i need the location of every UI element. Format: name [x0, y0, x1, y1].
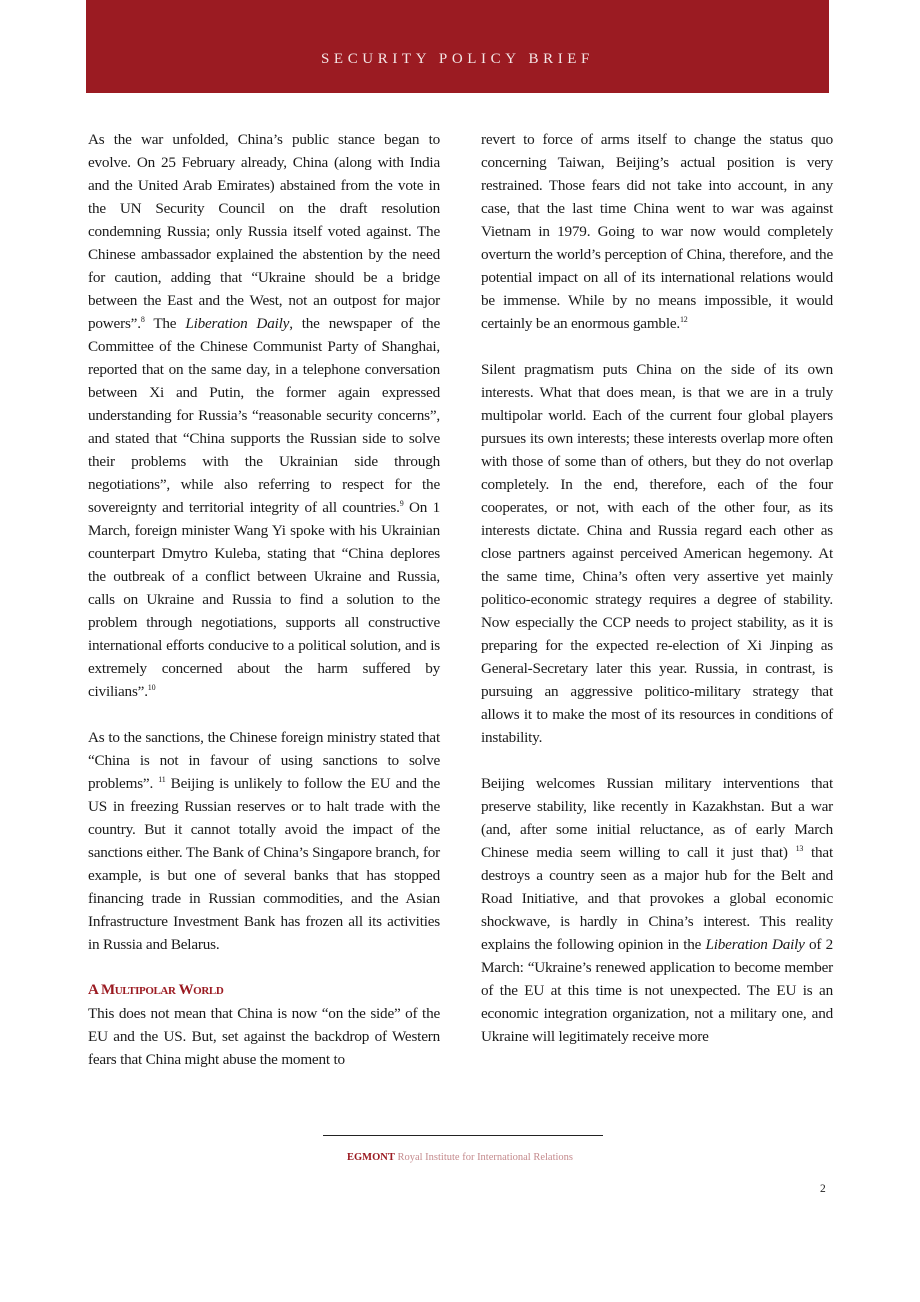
- paragraph: revert to force of arms itself to change the status quo concerning Taiwan, Beijing’s actual position is very restrained. Those fears did not take into account, in any case, that the last time China went to war was against Vietnam in 1979. Going to war now would completely overturn the world’s perception of China, therefore, and the potential impact on all of its international relations would be immense. While by no means impossible, it would certainly be an enormous gamble.$^{12}$: [481, 131, 833, 332]
- section-heading: A Multipolar World: [88, 982, 224, 998]
- header-banner: [86, 0, 829, 93]
- footnote-ref[interactable]: 11: [158, 775, 166, 784]
- footnote-ref[interactable]: 10: [147, 683, 156, 692]
- footnote-ref[interactable]: 12: [679, 315, 688, 324]
- publication-name: Liberation Daily: [185, 315, 290, 332]
- publication-name: Liberation Daily: [705, 936, 805, 953]
- paragraph: Beijing welcomes Russian military interventions that preserve stability, like recently in Kazakhstan. But a war (and, after some initial reluctance, as of early March Chinese media seem willing to call it just that) $^{13}$ that destroys a country seen as a major hub for the Belt and Road Initiative, and that provokes a global economic shockwave, is hardly in China’s interest. This reality explains the following opinion in the Liberation Daily of 2 March: “Ukraine’s renewed application to become member of the EU at this time is not unexpected. The EU is an economic integration organization, not a military one, and Ukraine will legitimately receive more: [481, 775, 833, 1045]
- right-column: [481, 128, 833, 1048]
- footer-divider: [323, 1135, 603, 1136]
- page-number: 2: [820, 1183, 826, 1195]
- footer-subtitle: Royal Institute for International Relations: [394, 1152, 573, 1163]
- paragraph: As the war unfolded, China’s public stance began to evolve. On 25 February already, China (along with India and the United Arab Emirates) abstained from the vote in the UN Security Council on the draft resolution condemning Russia; only Russia itself voted against. The Chinese ambassador explained the abstention by the need for caution, adding that “Ukraine should be a bridge between the East and the West, not an outpost for major powers”.$^8$ The Liberation Daily, the newspaper of the Committee of the Chinese Communist Party of Shanghai, reported that on the same day, in a telephone conversation between Xi and Putin, the former again expressed understanding for Russia’s “reasonable security concerns”, and stated that “China supports the Russian side to solve their problems with the Ukrainian side through negotiations”, while also referring to respect for the sovereignty and territorial integrity of all countries.$^9$ On 1 March, foreign minister Wang Yi spoke with his Ukrainian counterpart Dmytro Kuleba, stating that “China deplores the outbreak of a conflict between Ukraine and Russia, calls on Ukraine and Russia to find a solution to the problem through negotiations, supports all constructive international efforts conducive to a political solution, and is extremely concerned about the harm suffered by civilians”.$^{10}$: [88, 131, 441, 700]
- footer-brand: EGMONT: [346, 1152, 395, 1163]
- left-column: [88, 128, 440, 1071]
- paragraph: This does not mean that China is now “on the side” of the EU and the US. But, set against the backdrop of Western fears that China might abuse the moment to: [88, 1005, 440, 1068]
- paragraph: As to the sanctions, the Chinese foreign ministry stated that “China is not in favour of using sanctions to solve problems”. $^{11}$ Beijing is unlikely to follow the EU and the US in freezing Russian reserves or to halt trade with the country. But it cannot totally avoid the impact of the sanctions either. The Bank of China’s Singapore branch, for example, is but one of several banks that has stopped financing trade in Russian commodities, and the Asian Infrastructure Investment Bank has frozen all its activities in Russia and Belarus.: [88, 729, 440, 953]
- paragraph: Silent pragmatism puts China on the side of its own interests. What that does mean, is that we are in a truly multipolar world. Each of the current four global players pursues its own interests; these interests overlap more often with those of some than of others, but they do not overlap completely. In the end, therefore, each of the four cooperates, or not, with each of the other four, as its interests dictate. China and Russia regard each other as close partners against perceived American hegemony. At the same time, China’s often very assertive yet mainly politico-economic strategy requires a degree of stability. Now especially the CCP needs to project stability, as it is preparing for the expected re-election of Xi Jinping as General-Secretary later this year. Russia, in contrast, is pursuing an aggressive politico-military strategy that allows it to make the most of its resources in conditions of instability.: [481, 361, 833, 746]
- footnote-ref[interactable]: 9: [399, 499, 404, 508]
- footer: [0, 1152, 920, 1163]
- publication-title: SECURITY POLICY BRIEF: [320, 51, 594, 67]
- footnote-ref[interactable]: 13: [795, 844, 804, 853]
- footnote-ref[interactable]: 8: [140, 315, 145, 324]
